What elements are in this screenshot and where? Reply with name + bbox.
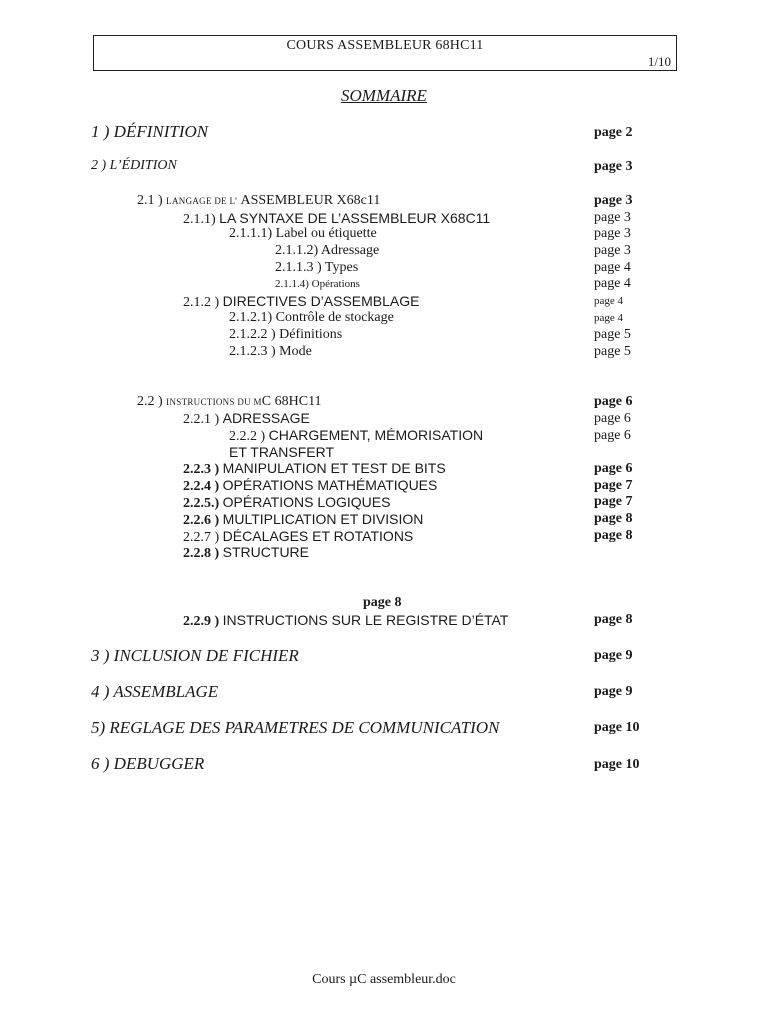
page-indicator: 1/10 [647,54,671,69]
toc-entry-2-1[interactable]: 2.1 ) LANGAGE DE L’ ASSEMBLEUR X68c11 [137,193,381,208]
toc-entry-4[interactable]: 4 ) ASSEMBLAGE [91,682,219,701]
toc-entry-2-2-9[interactable]: 2.2.9 ) INSTRUCTIONS SUR LE REGISTRE D’ÉTAT [183,612,509,629]
toc-page-2-1-2-1[interactable]: page 4 [594,312,624,324]
toc-page-2-2-7[interactable]: page 8 [594,528,633,543]
toc-page-2-1-1-4[interactable]: page 4 [594,276,631,291]
toc-entry-2-2-4[interactable]: 2.2.4 ) OPÉRATIONS MATHÉMATIQUES [183,477,438,494]
toc-page-3[interactable]: page 9 [594,648,633,663]
toc-entry-2[interactable]: 2 ) L’ÉDITION [91,158,177,173]
header-box [93,35,677,71]
toc-entry-2-1-1-2[interactable]: 2.1.1.2) Adressage [275,243,380,258]
toc-page-1[interactable]: page 2 [594,125,633,140]
toc-entry-2-1-1-1[interactable]: 2.1.1.1) Label ou étiquette [229,226,377,241]
toc-entry-2-1-2[interactable]: 2.1.2 ) DIRECTIVES D’ASSEMBLAGE [183,293,420,310]
toc-page-2-2-3[interactable]: page 6 [594,461,633,476]
toc-page-4[interactable]: page 9 [594,684,633,699]
footer: Cours µC assembleur.doc [312,972,456,987]
toc-entry-3[interactable]: 3 ) INCLUSION DE FICHIER [91,646,299,665]
toc-entry-2-1-1-4[interactable]: 2.1.1.4) Opérations [275,278,360,290]
toc-entry-2-2-2-continued: ET TRANSFERT [229,444,335,460]
toc-page-2-2-8[interactable]: page 8 [363,595,402,610]
toc-page-2-2-6[interactable]: page 8 [594,511,633,526]
toc-page-2-1-2-2[interactable]: page 5 [594,327,631,342]
toc-page-2-2-4[interactable]: page 7 [594,478,633,493]
toc-page-2-2-9[interactable]: page 8 [594,612,633,627]
toc-entry-2-1-1[interactable]: 2.1.1) LA SYNTAXE DE L’ASSEMBLEUR X68C11 [183,210,491,227]
toc-entry-2-2-2[interactable]: 2.2.2 ) CHARGEMENT, MÉMORISATION [229,427,484,444]
toc-page-5[interactable]: page 10 [594,720,640,735]
toc-page-2-1-1-3[interactable]: page 4 [594,260,631,275]
toc-entry-2-2-5[interactable]: 2.2.5.) OPÉRATIONS LOGIQUES [183,494,391,511]
toc-entry-2-2-3[interactable]: 2.2.3 ) MANIPULATION ET TEST DE BITS [183,460,446,477]
toc-page-2-2[interactable]: page 6 [594,394,633,409]
toc-entry-5[interactable]: 5) REGLAGE DES PARAMETRES DE COMMUNICATION [91,718,500,737]
header-title: COURS ASSEMBLEUR 68HC11 [286,38,484,53]
toc-entry-2-1-2-2[interactable]: 2.1.2.2 ) Définitions [229,327,343,342]
toc-title: SOMMAIRE [341,86,427,105]
toc-entry-2-2-8[interactable]: 2.2.8 ) STRUCTURE [183,544,310,561]
toc-page-2-1-2-3[interactable]: page 5 [594,344,631,359]
toc-page-2[interactable]: page 3 [594,159,633,174]
toc-page-2-1-1-1[interactable]: page 3 [594,226,631,241]
toc-page-2-1[interactable]: page 3 [594,193,633,208]
toc-entry-6[interactable]: 6 ) DEBUGGER [91,754,205,773]
toc-page-2-2-5[interactable]: page 7 [594,494,633,509]
toc-entry-2-2-7[interactable]: 2.2.7 ) DÉCALAGES ET ROTATIONS [183,528,414,545]
toc-entry-2-1-2-3[interactable]: 2.1.2.3 ) Mode [229,344,312,359]
toc-page-6[interactable]: page 10 [594,757,640,772]
toc-page-2-1-1-2[interactable]: page 3 [594,243,631,258]
toc-entry-1[interactable]: 1 ) DÉFINITION [91,122,209,141]
toc-entry-2-1-1-3[interactable]: 2.1.1.3 ) Types [275,260,359,275]
toc-page-2-2-1[interactable]: page 6 [594,411,631,426]
toc-entry-2-2-6[interactable]: 2.2.6 ) MULTIPLICATION ET DIVISION [183,511,424,528]
toc-page-2-2-2[interactable]: page 6 [594,428,631,443]
toc-entry-2-2[interactable]: 2.2 ) INSTRUCTIONS DU MC 68HC11 [137,394,322,409]
toc-entry-2-1-2-1[interactable]: 2.1.2.1) Contrôle de stockage [229,310,394,325]
toc-page-2-1-2[interactable]: page 4 [594,295,624,307]
toc-entry-2-2-1[interactable]: 2.2.1 ) ADRESSAGE [183,410,310,427]
toc-page-2-1-1[interactable]: page 3 [594,210,631,225]
